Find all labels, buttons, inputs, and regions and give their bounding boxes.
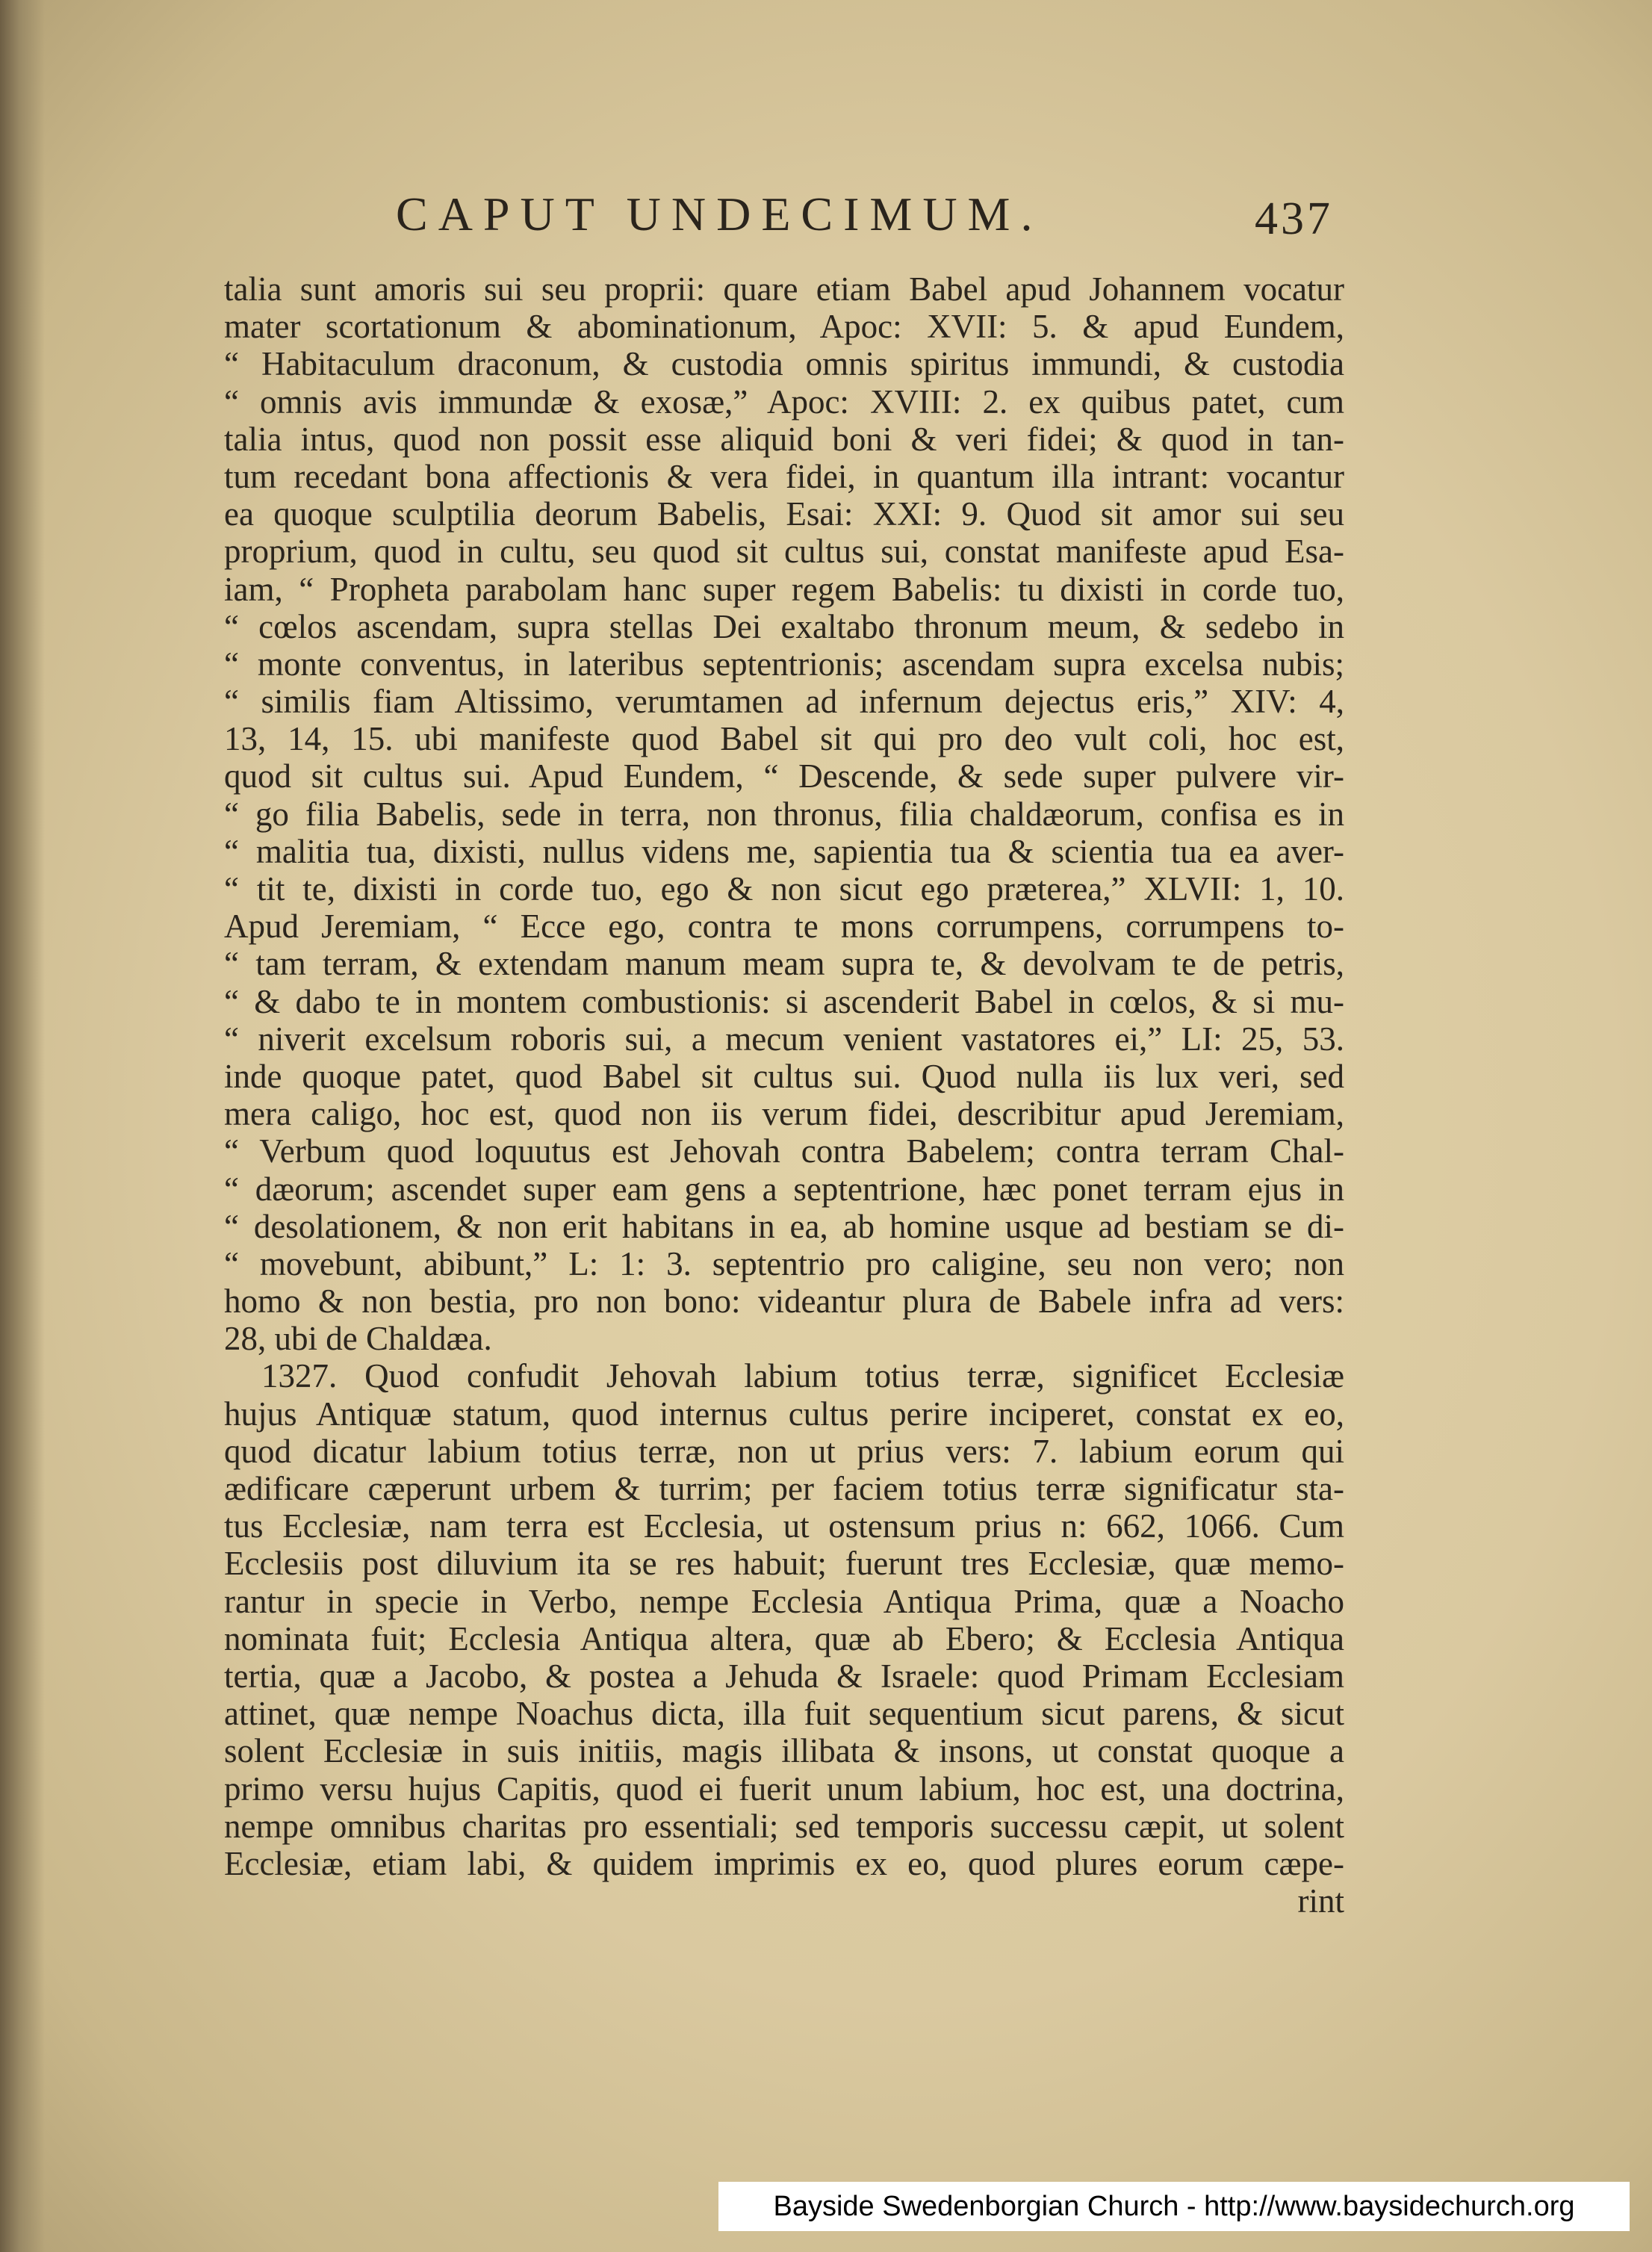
- text-line: “ Habitaculum draconum, & custodia omnis spiritus immundi, & custodia: [224, 345, 1344, 383]
- text-line: quod dicatur labium totius terræ, non ut prius vers: 7. labium eorum qui: [224, 1432, 1344, 1470]
- text-line: “ movebunt, abibunt,” L: 1: 3. septentrio pro caligine, seu non vero; non: [224, 1244, 1344, 1282]
- text-line: primo versu hujus Capitis, quod ei fuerit unum labium, hoc est, una doctrina,: [224, 1769, 1344, 1808]
- text-line: 28, ubi de Chaldæa.: [224, 1320, 492, 1358]
- text-line: “ dæorum; ascendet super eam gens a septentrione, hæc ponet terram ejus in: [224, 1170, 1344, 1208]
- text-line: “ tam terram, & extendam manum meam supra te, & devolvam te de petris,: [224, 945, 1344, 983]
- text-line: “ & dabo te in montem combustionis: si ascenderit Babel in cœlos, & si mu-: [224, 982, 1344, 1020]
- page-number: 437: [1255, 193, 1333, 244]
- text-line: homo & non bestia, pro non bono: videantur plura de Babele infra ad vers:: [224, 1282, 1344, 1321]
- page-header: [396, 187, 1367, 269]
- text-line: mater scortationum & abominationum, Apoc: XVII: 5. & apud Eundem,: [224, 308, 1344, 346]
- text-line: “ cœlos ascendam, supra stellas Dei exaltabo thronum meum, & sedebo in: [224, 607, 1344, 645]
- text-line: “ niverit excelsum roboris sui, a mecum venient vastatores ei,” LI: 25, 53.: [224, 1020, 1344, 1058]
- text-line: 13, 14, 15. ubi manifeste quod Babel sit qui pro deo vult coli, hoc est,: [224, 720, 1344, 758]
- text-line: proprium, quod in cultu, seu quod sit cultus sui, constat manifeste apud Esa-: [224, 533, 1344, 571]
- text-line: quod sit cultus sui. Apud Eundem, “ Descende, & sede super pulvere vir-: [224, 757, 1344, 795]
- text-line: attinet, quæ nempe Noachus dicta, illa fuit sequentium sicut parens, & sicut: [224, 1695, 1344, 1733]
- text-line: solent Ecclesiæ in suis initiis, magis illibata & insons, ut constat quoque a: [224, 1732, 1344, 1770]
- text-line: “ similis fiam Altissimo, verumtamen ad infernum dejectus eris,” XIV: 4,: [224, 683, 1344, 721]
- watermark: Bayside Swedenborgian Church - http://www.baysidechurch.org: [718, 2182, 1630, 2231]
- text-line: ea quoque sculptilia deorum Babelis, Esai: XXI: 9. Quod sit amor sui seu: [224, 495, 1344, 533]
- text-line: “ tit te, dixisti in corde tuo, ego & non sicut ego præterea,” XLVII: 1, 10.: [224, 870, 1344, 908]
- text-line: “ go filia Babelis, sede in terra, non thronus, filia chaldæorum, confisa es in: [224, 795, 1344, 833]
- text-line: inde quoque patet, quod Babel sit cultus sui. Quod nulla iis lux veri, sed: [224, 1057, 1344, 1095]
- text-line: “ desolationem, & non erit habitans in ea, ab homine usque ad bestiam se di-: [224, 1207, 1344, 1245]
- text-line: mera caligo, hoc est, quod non iis verum fidei, describitur apud Jeremiam,: [224, 1095, 1344, 1133]
- text-line: talia intus, quod non possit esse aliquid boni & veri fidei; & quod in tan-: [224, 420, 1344, 458]
- text-line: “ omnis avis immundæ & exosæ,” Apoc: XVIII: 2. ex quibus patet, cum: [224, 382, 1344, 421]
- catchword: rint: [1297, 1882, 1344, 1920]
- text-line: 1327. Quod confudit Jehovah labium totius terræ, significet Ecclesiæ: [261, 1357, 1344, 1395]
- text-line: tertia, quæ a Jacobo, & postea a Jehuda & Israele: quod Primam Ecclesiam: [224, 1657, 1344, 1695]
- text-line: “ malitia tua, dixisti, nullus videns me, sapientia tua & scientia tua ea aver-: [224, 832, 1344, 870]
- text-line: nempe omnibus charitas pro essentiali; sed temporis successu cæpit, ut solent: [224, 1807, 1344, 1845]
- text-line: rantur in specie in Verbo, nempe Ecclesia Antiqua Prima, quæ a Noacho: [224, 1582, 1344, 1620]
- text-line: Ecclesiis post diluvium ita se res habuit; fuerunt tres Ecclesiæ, quæ memo-: [224, 1545, 1344, 1583]
- text-line: hujus Antiquæ statum, quod internus cultus perire inciperet, constat ex eo,: [224, 1395, 1344, 1433]
- text-line: nominata fuit; Ecclesia Antiqua altera, quæ ab Ebero; & Ecclesia Antiqua: [224, 1619, 1344, 1657]
- page-gutter: [0, 0, 45, 2252]
- running-title: CAPUT UNDECIMUM.: [396, 187, 1043, 241]
- text-line: “ monte conventus, in lateribus septentrionis; ascendam supra excelsa nubis;: [224, 645, 1344, 683]
- text-line: Apud Jeremiam, “ Ecce ego, contra te mons corrumpens, corrumpens to-: [224, 908, 1344, 946]
- text-body: [224, 270, 1344, 1920]
- text-line: Ecclesiæ, etiam labi, & quidem imprimis ex eo, quod plures eorum cæpe-: [224, 1844, 1344, 1882]
- text-line: iam, “ Propheta parabolam hanc super regem Babelis: tu dixisti in corde tuo,: [224, 570, 1344, 608]
- text-line: talia sunt amoris sui seu proprii: quare etiam Babel apud Johannem vocatur: [224, 270, 1344, 308]
- text-line: “ Verbum quod loquutus est Jehovah contra Babelem; contra terram Chal-: [224, 1132, 1344, 1170]
- text-line: tus Ecclesiæ, nam terra est Ecclesia, ut ostensum prius n: 662, 1066. Cum: [224, 1507, 1344, 1545]
- text-line: ædificare cæperunt urbem & turrim; per faciem totius terræ significatur sta-: [224, 1470, 1344, 1507]
- text-line: tum recedant bona affectionis & vera fidei, in quantum illa intrant: vocantur: [224, 457, 1344, 495]
